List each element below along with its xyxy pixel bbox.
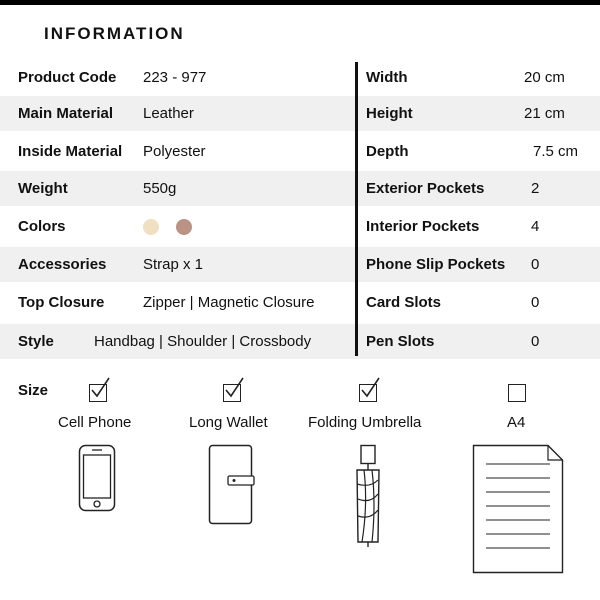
spec-value: 2 xyxy=(531,180,540,197)
spec-label: Main Material xyxy=(18,105,114,122)
spec-label: Exterior Pockets xyxy=(366,180,485,197)
spec-value: 550g xyxy=(143,180,177,197)
umbrella-icon xyxy=(354,444,384,548)
spec-row xyxy=(0,60,600,95)
column-divider xyxy=(355,62,358,356)
spec-label: Phone Slip Pockets xyxy=(366,256,506,273)
size-item-a4: A4 xyxy=(507,414,526,431)
top-bar xyxy=(0,0,600,5)
spec-value: Polyester xyxy=(143,143,206,160)
a4-checkbox[interactable] xyxy=(508,384,526,402)
spec-label: Inside Material xyxy=(18,143,123,160)
color-swatch-cream[interactable] xyxy=(143,219,159,235)
spec-value: 0 xyxy=(531,333,540,350)
phone-icon xyxy=(78,444,116,512)
check-icon xyxy=(89,376,111,400)
folding-umbrella-checkbox[interactable] xyxy=(359,384,377,402)
spec-row xyxy=(0,247,600,282)
spec-value: 223 - 977 xyxy=(143,69,207,86)
a4-paper-icon xyxy=(472,444,564,574)
spec-value: Handbag | Shoulder | Crossbody xyxy=(94,333,312,350)
spec-label: Width xyxy=(366,69,408,86)
check-icon xyxy=(359,376,381,400)
color-swatch-taupe[interactable] xyxy=(176,219,192,235)
spec-label: Height xyxy=(366,105,413,122)
spec-row xyxy=(0,171,600,206)
size-label: Size xyxy=(18,382,49,399)
spec-label: Card Slots xyxy=(366,294,442,311)
wallet-icon xyxy=(208,444,256,526)
spec-label: Top Closure xyxy=(18,294,105,311)
spec-value: 0 xyxy=(531,256,540,273)
spec-value: 0 xyxy=(531,294,540,311)
spec-row xyxy=(0,324,600,359)
spec-label: Colors xyxy=(18,218,66,235)
spec-label: Accessories xyxy=(18,256,107,273)
spec-value: Leather xyxy=(143,105,194,122)
spec-label: Product Code xyxy=(18,69,117,86)
spec-value: 20 cm xyxy=(524,69,565,86)
spec-row xyxy=(0,209,600,244)
check-icon xyxy=(223,376,245,400)
spec-value: 7.5 cm xyxy=(533,143,579,160)
spec-value: 21 cm xyxy=(524,105,565,122)
section-heading: INFORMATION xyxy=(44,24,185,43)
spec-row xyxy=(0,134,600,169)
size-item-long-wallet: Long Wallet xyxy=(189,414,268,431)
spec-label: Depth xyxy=(366,143,409,160)
spec-label: Style xyxy=(18,333,54,350)
spec-label: Pen Slots xyxy=(366,333,435,350)
size-item-cell-phone: Cell Phone xyxy=(58,414,132,431)
long-wallet-checkbox[interactable] xyxy=(223,384,241,402)
spec-row xyxy=(0,285,600,320)
spec-value: Zipper | Magnetic Closure xyxy=(143,294,315,311)
cell-phone-checkbox[interactable] xyxy=(89,384,107,402)
spec-value: 4 xyxy=(531,218,540,235)
spec-label: Interior Pockets xyxy=(366,218,480,235)
spec-value: Strap x 1 xyxy=(143,256,204,273)
spec-row xyxy=(0,96,600,131)
spec-label: Weight xyxy=(18,180,68,197)
size-item-folding-umbrella: Folding Umbrella xyxy=(308,414,422,431)
